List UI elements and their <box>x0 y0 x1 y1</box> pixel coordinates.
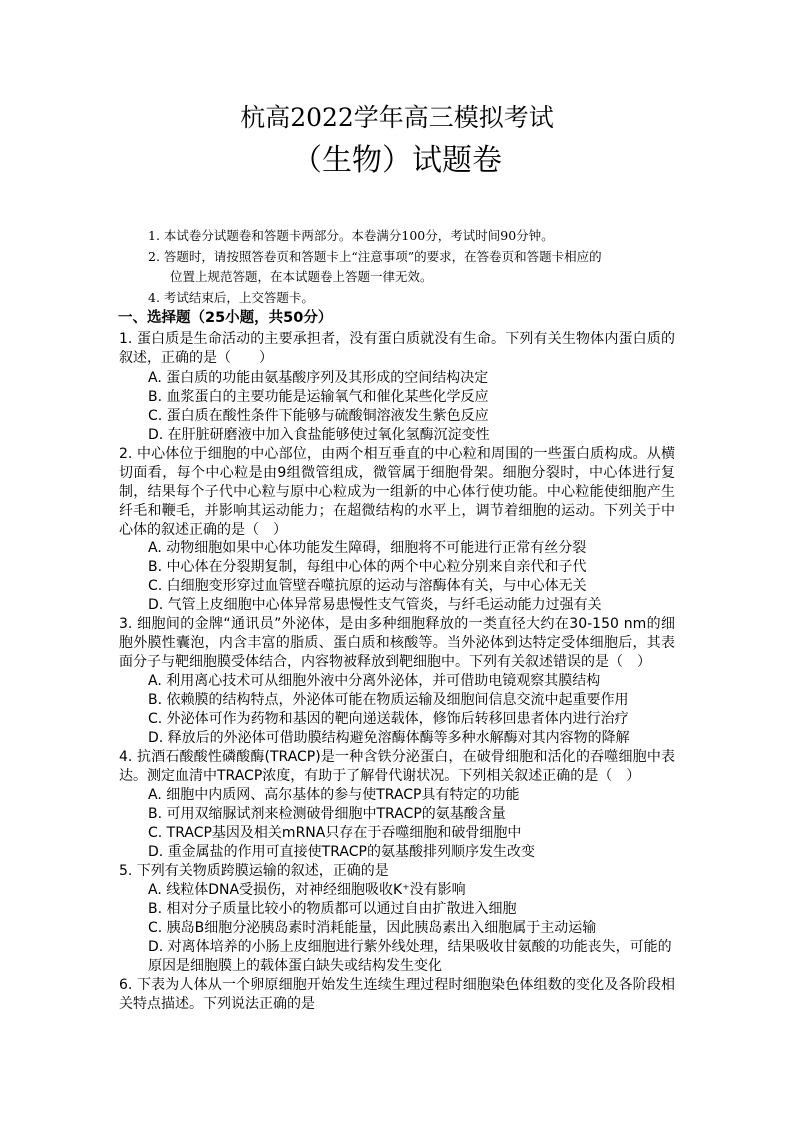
question-5-option-c: C. 胰岛B细胞分泌胰岛素时消耗能量，因此胰岛素出入细胞属于主动运输 <box>148 920 597 936</box>
question-2-option-c: C. 白细胞变形穿过血管壁吞噬抗原的运动与溶酶体有关，与中心体无关 <box>148 578 587 594</box>
section-heading: 一、选择题（25小题，共50分） <box>118 310 333 326</box>
question-1-option-d: D. 在肝脏研磨液中加入食盐能够使过氧化氢酶沉淀变性 <box>148 427 490 443</box>
question-3-option-a: A. 利用离心技术可从细胞外液中分离外泌体，并可借助电镜观察其膜结构 <box>148 673 601 689</box>
note-4: 4. 考试结束后，上交答题卡。 <box>148 290 314 305</box>
note-2: 2. 答题时，请按照答卷页和答题卡上“注意事项”的要求，在答卷页和答题卡相应的 <box>148 249 602 264</box>
exam-subtitle: （生物）试题卷 <box>292 143 502 178</box>
question-4-option-b: B. 可用双缩脲试剂来检测破骨细胞中TRACP的氨基酸含量 <box>148 806 506 822</box>
exam-title: 杭高2022学年高三模拟考试 <box>240 103 554 132</box>
question-2-option-a: A. 动物细胞如果中心体功能发生障碍，细胞将不可能进行正常有丝分裂 <box>148 540 587 556</box>
question-2-stem: 2. 中心体位于细胞的中心部位，由两个相互垂直的中心粒和周围的一些蛋白质构成。从横切面看，每个中心粒是由9组微管组成，微管属于细胞骨架。细胞分裂时，中心体进行复制，结果每个子代中心粒与原中心粒成为一组新的中心体行使功能。中心粒能使细胞产生纤毛和鞭毛，并影响其运动能力；在超微结构的水平上，调节着细胞的运动。下列关于中心体的叙述正确的是（ ） <box>119 446 675 538</box>
question-3-option-d: D. 释放后的外泌体可借助膜结构避免溶酶体酶等多种水解酶对其内容物的降解 <box>148 730 630 746</box>
question-2-option-d: D. 气管上皮细胞中心体异常易患慢性支气管炎，与纤毛运动能力过强有关 <box>148 597 602 613</box>
question-5-option-a: A. 线粒体DNA受损伤，对神经细胞吸收K⁺没有影响 <box>148 882 466 898</box>
question-3-stem: 3. 细胞间的金牌“通讯员”外泌体，是由多种细胞释放的一类直径大约在30-150 nm的细胞外膜性囊泡，内含丰富的脂质、蛋白质和核酸等。当外泌体到达特定受体细胞后，其表面分子与靶细胞膜受体结合，内容物被释放到靶细胞中。下列有关叙述错误的是（ ） <box>119 616 675 670</box>
question-5-option-b: B. 相对分子质量比较小的物质都可以通过自由扩散进入细胞 <box>148 901 517 917</box>
note-1: 1. 本试卷分试题卷和答题卡两部分。本卷满分100分，考试时间90分钟。 <box>148 228 554 243</box>
question-4-option-d: D. 重金属盐的作用可直接使TRACP的氨基酸排列顺序发生改变 <box>148 844 535 860</box>
question-1-option-a: A. 蛋白质的功能由氨基酸序列及其形成的空间结构决定 <box>148 370 489 386</box>
question-4-stem: 4. 抗酒石酸酸性磷酸酶(TRACP)是一种含铁分泌蛋白，在破骨细胞和活化的吞噬细胞中表达。测定血清中TRACP浓度，有助于了解骨代谢状况。下列相关叙述正确的是（ ） <box>119 749 675 784</box>
question-4-option-c: C. TRACP基因及相关mRNA只存在于吞噬细胞和破骨细胞中 <box>148 825 522 841</box>
question-1-option-b: B. 血浆蛋白的主要功能是运输氧气和催化某些化学反应 <box>148 389 489 405</box>
question-6-stem: 6. 下表为人体从一个卵原细胞开始发生连续生理过程时细胞染色体组数的变化及各阶段相关特点描述。下列说法正确的是 <box>119 977 675 1012</box>
question-3-option-b: B. 依赖膜的结构特点，外泌体可能在物质运输及细胞间信息交流中起重要作用 <box>148 692 629 708</box>
question-2-option-b: B. 中心体在分裂期复制，每组中心体的两个中心粒分别来自亲代和子代 <box>148 559 587 575</box>
question-1-option-c: C. 蛋白质在酸性条件下能够与硫酸铜溶液发生紫色反应 <box>148 408 489 424</box>
question-1-stem: 1. 蛋白质是生命活动的主要承担者，没有蛋白质就没有生命。下列有关生物体内蛋白质的叙述，正确的是（ ） <box>119 331 675 366</box>
question-5-stem: 5. 下列有关物质跨膜运输的叙述，正确的是 <box>119 863 389 879</box>
question-5-option-d: D. 对离体培养的小肠上皮细胞进行紫外线处理，结果吸收甘氨酸的功能丧失，可能的原因是细胞膜上的载体蛋白缺失或结构发生变化 <box>148 939 672 974</box>
question-3-option-c: C. 外泌体可作为药物和基因的靶向递送载体，修饰后转移回患者体内进行治疗 <box>148 711 629 727</box>
question-4-option-a: A. 细胞中内质网、高尔基体的参与使TRACP具有特定的功能 <box>148 787 520 803</box>
note-2-cont: 位置上规范答题，在本试题卷上答题一律无效。 <box>170 269 433 284</box>
